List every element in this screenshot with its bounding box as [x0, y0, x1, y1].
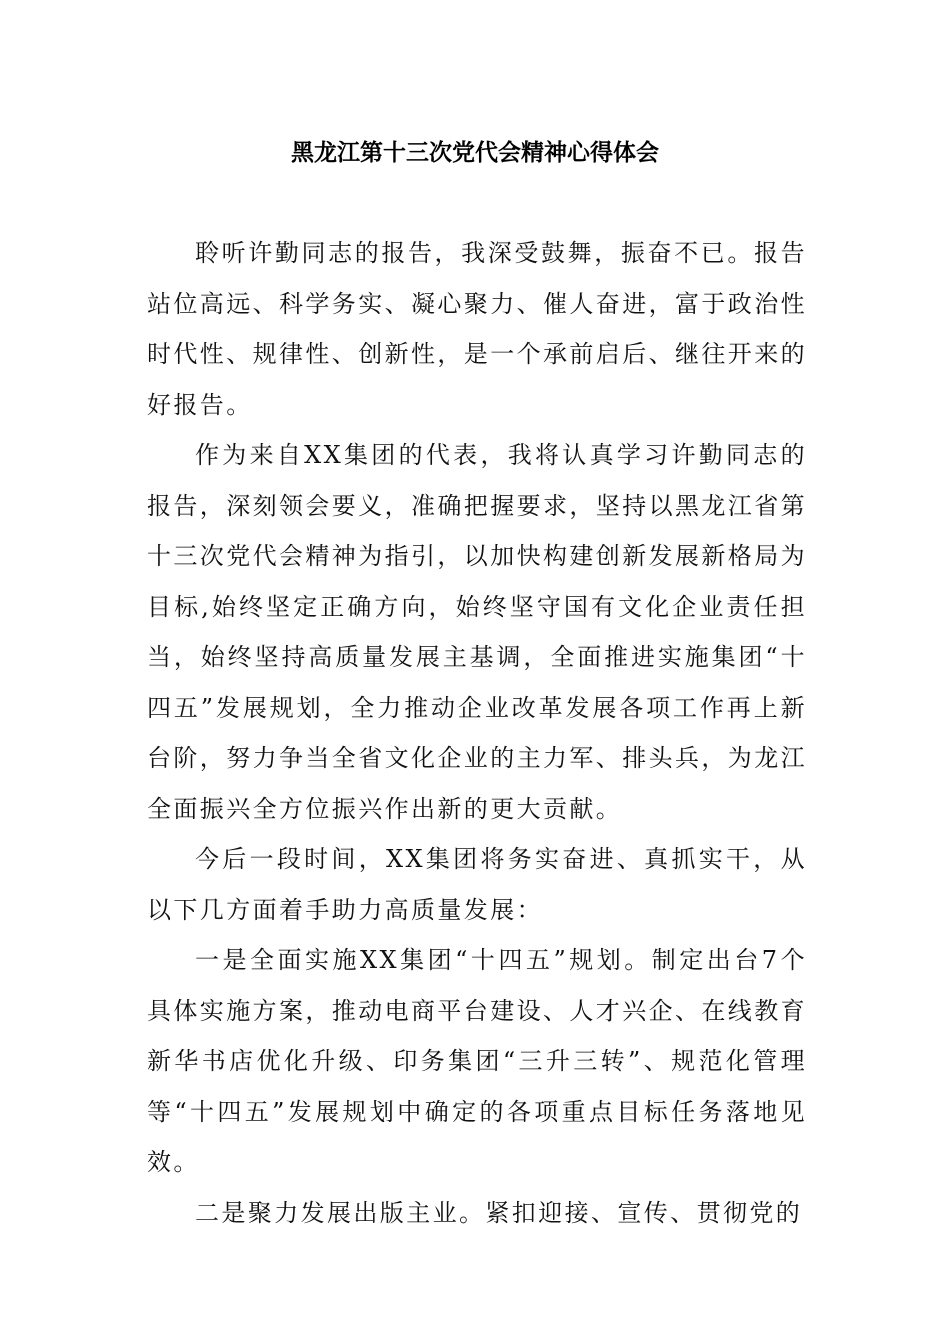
paragraph-5: 二是聚力发展出版主业。紧扣迎接、宣传、贯彻党的: [195, 1198, 803, 1227]
paragraph-2: 作为来自XX集团的代表，我将认真学习许勤同志的报告，深刻领会要义，准确把握要求，坚持以黑龙江省第十三次党代会精神为指引，以加快构建创新发展新格局为目标,始终坚定正确方向，始终坚守国有文化企业责任担当，始终坚持高质量发展主基调，全面推进实施集团“十四五”发展规划，全力推动企业改革发展各项工作再上新台阶，努力争当全省文化企业的主力军、排头兵，为龙江全面振兴全方位振兴作出新的更大贡献。: [147, 441, 807, 823]
document-body: [147, 228, 807, 1238]
paragraph-1: 聆听许勤同志的报告，我深受鼓舞，振奋不已。报告站位高远、科学务实、凝心聚力、催人奋进，富于政治性时代性、规律性、创新性，是一个承前启后、继往开来的好报告。: [147, 239, 807, 419]
document-title: 黑龙江第十三次党代会精神心得体会: [291, 140, 659, 166]
paragraph-4: 一是全面实施XX集团“十四五”规划。制定出台7个具体实施方案，推动电商平台建设、人才兴企、在线教育新华书店优化升级、印务集团“三升三转”、规范化管理等“十四五”发展规划中确定的各项重点目标任务落地见效。: [147, 946, 807, 1176]
paragraph-3: 今后一段时间，XX集团将务实奋进、真抓实干，从以下几方面着手助力高质量发展：: [147, 845, 807, 924]
